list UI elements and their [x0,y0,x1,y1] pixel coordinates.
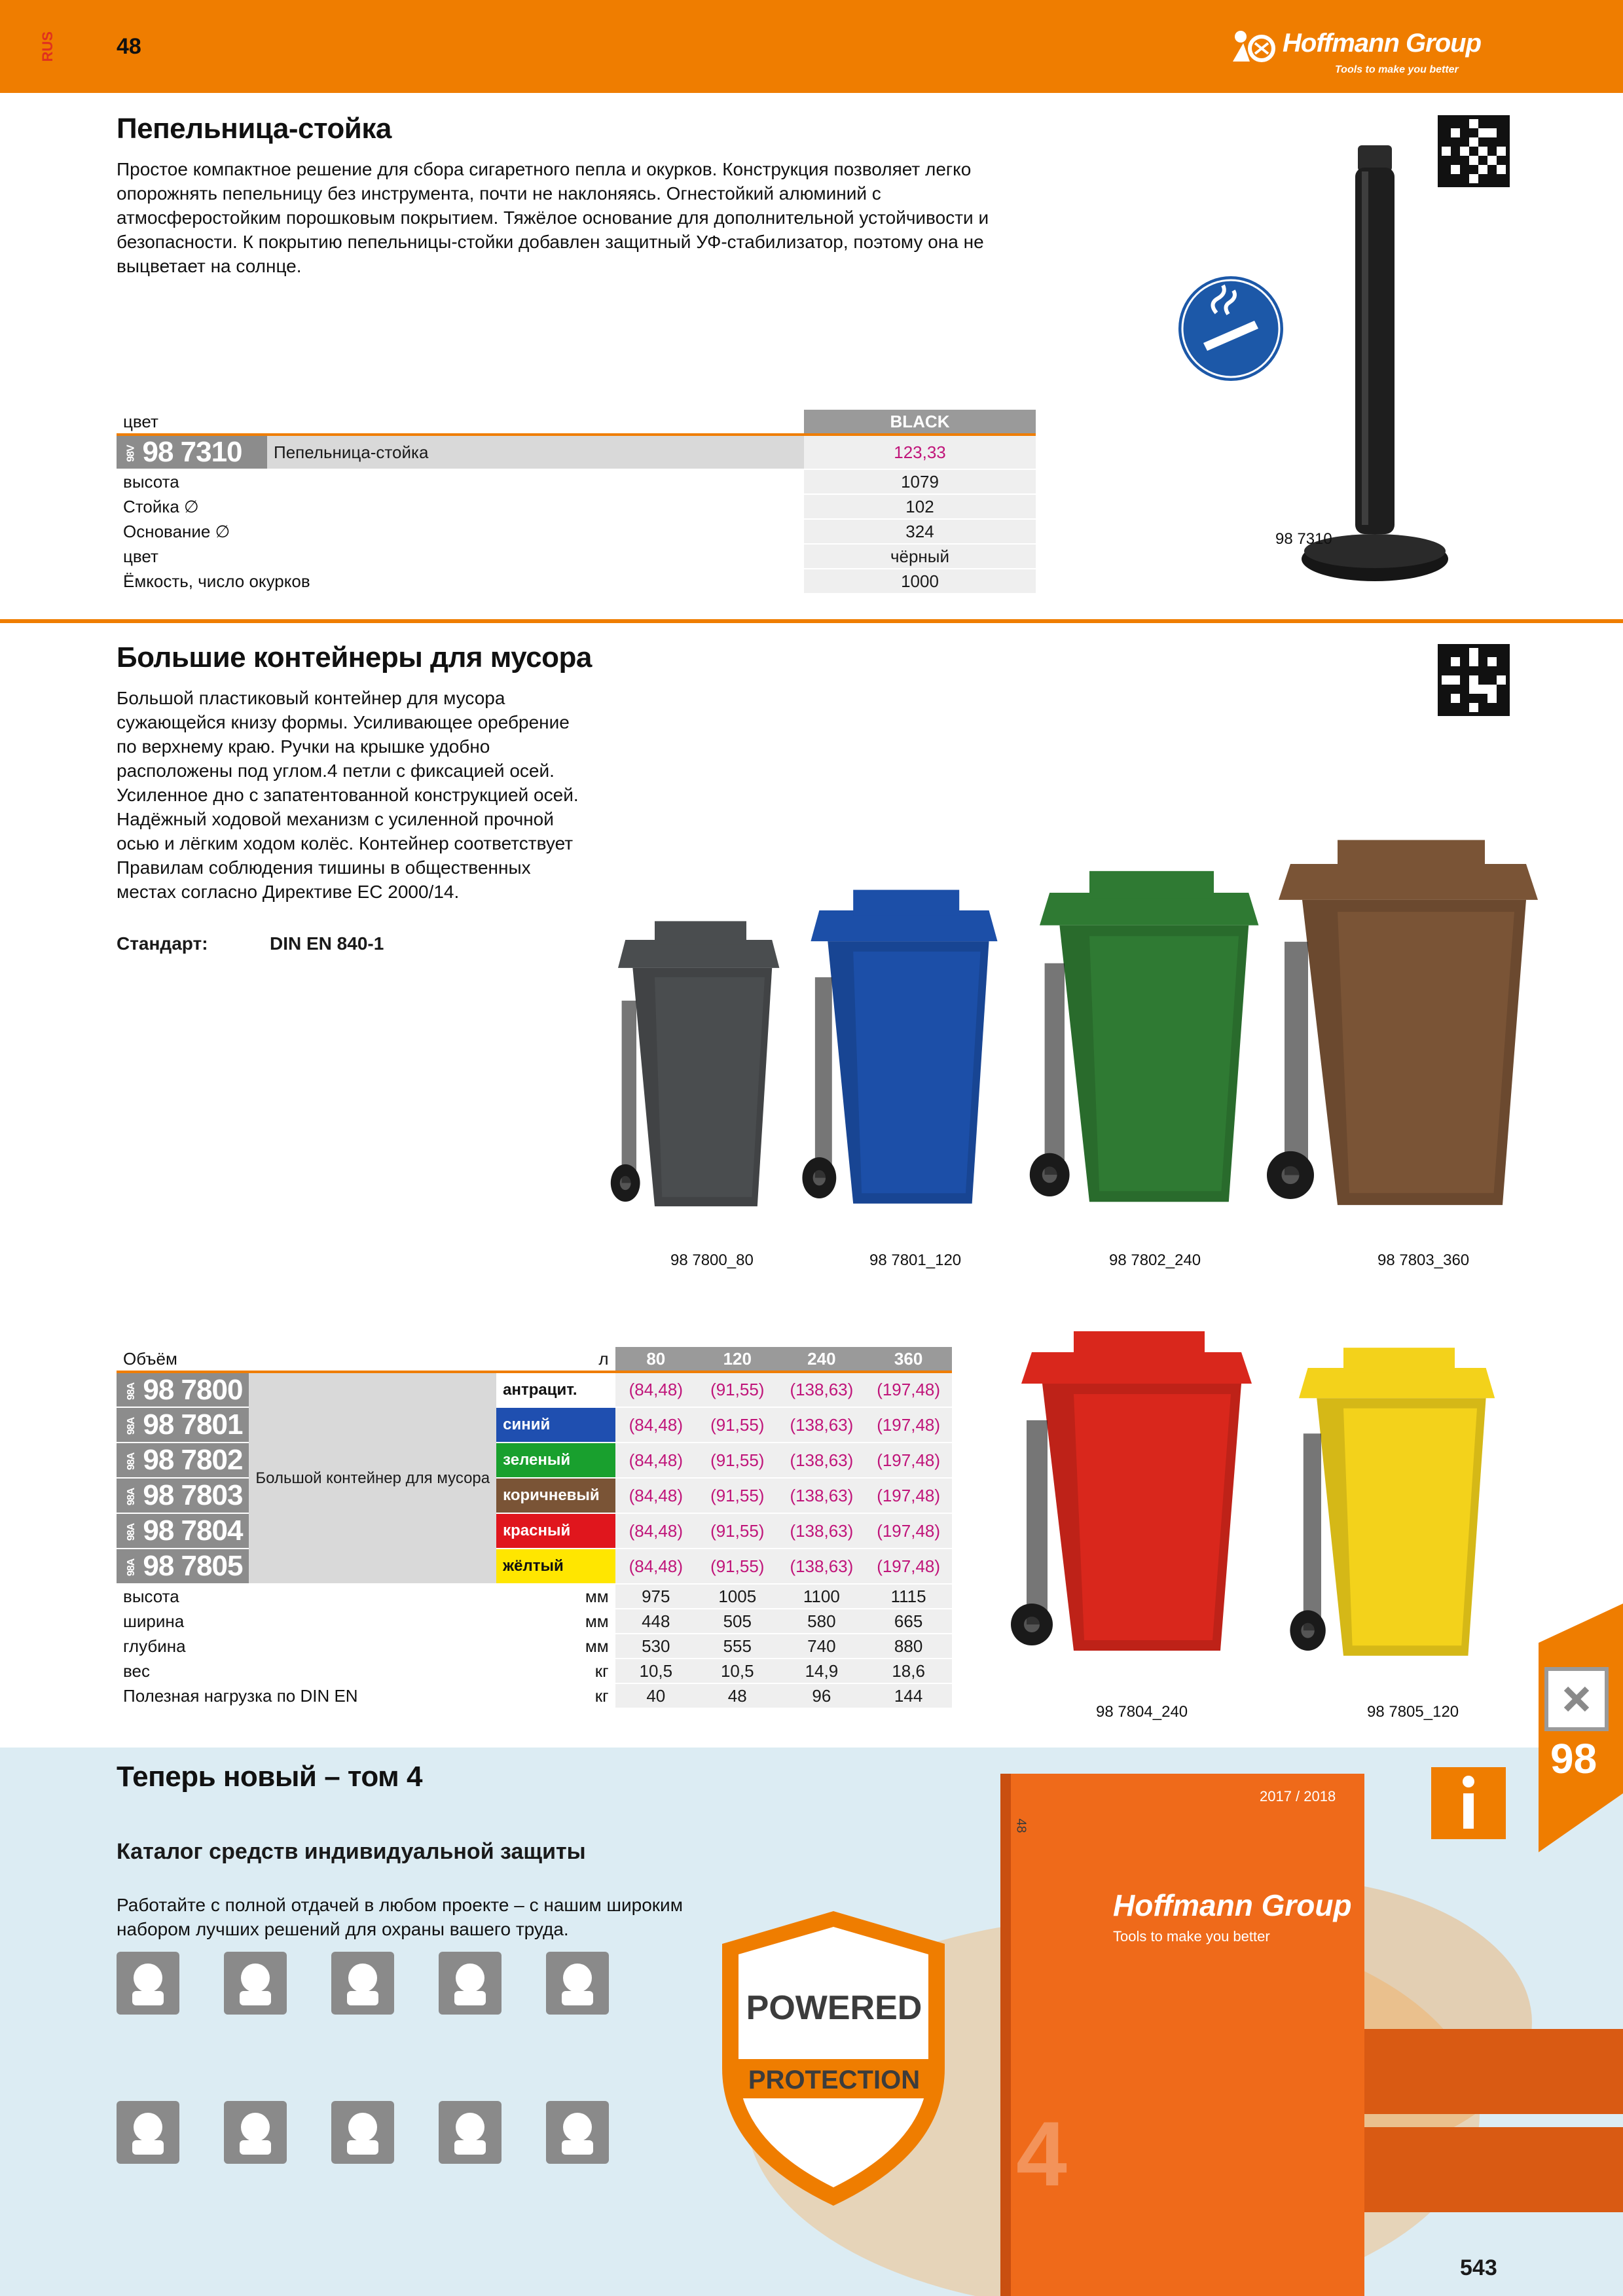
dim-value: 1115 [865,1584,952,1609]
price-cell: (84,48) [615,1372,697,1407]
dim-label: высота [117,1584,496,1609]
dim-value: 448 [615,1609,697,1634]
price-cell: (138,63) [778,1549,866,1584]
bins-spec-table [117,1347,952,1709]
dim-value: 96 [778,1683,866,1708]
bins-section-title: Большие контейнеры для мусора [117,641,592,673]
price-cell: (91,55) [697,1443,778,1478]
spec-value: чёрный [804,544,1036,569]
hoffmann-logo-icon [1230,29,1277,63]
article-name: Пепельница-стойка [267,435,804,469]
info-icon [1431,1767,1506,1839]
standard-label: Стандарт: [117,933,208,954]
spec-label: Ёмкость, число окурков [117,569,804,594]
price-cell: (197,48) [865,1549,952,1584]
gloves-icon [546,1952,609,2015]
language-code: RUS [39,31,56,62]
waste-bin-image [1277,1333,1499,1686]
article-prefix: 98A [126,1382,137,1401]
info-subtitle: Каталог средств индивидуальной защиты [117,1839,586,1864]
article-number [117,1513,249,1549]
price-cell: (84,48) [615,1513,697,1549]
price-cell: (197,48) [865,1372,952,1407]
article-number-text: 98 7803 [143,1479,243,1511]
spec-value: 1079 [804,469,1036,494]
price-cell: (91,55) [697,1513,778,1549]
color-name: красный [496,1513,615,1549]
catalog-year: 2017 / 2018 [1260,1788,1336,1804]
price-cell: (91,55) [697,1372,778,1407]
catalog-spine-number: 48 [1013,1818,1029,1833]
bin-caption: 98 7803_360 [1377,1251,1470,1269]
price-cell: (197,48) [865,1407,952,1443]
hoffmann-logo [1230,26,1505,79]
article-prefix: 98A [126,1559,137,1577]
dim-label: глубина [117,1634,496,1659]
badge-line3: PROTECTION [748,2066,921,2094]
dim-unit: мм [496,1609,615,1634]
page-number-top: 48 [117,34,141,59]
price-cell: (138,63) [778,1407,866,1443]
price-cell: (91,55) [697,1549,778,1584]
bin-caption: 98 7801_120 [869,1251,962,1269]
standard-value: DIN EN 840-1 [270,933,384,954]
dim-value: 18,6 [865,1659,952,1683]
article-number-text: 98 7800 [143,1373,243,1406]
article-prefix: 98V [125,445,137,463]
color-name: синий [496,1407,615,1443]
dim-label: Полезная нагрузка по DIN EN [117,1683,496,1708]
info-text: Работайте с полной отдачей в любом проекте – с нашим широким набором лучших решений для охраны вашего труда. [117,1895,683,1939]
article-price: 123,33 [804,435,1036,469]
article-prefix: 98A [126,1524,137,1541]
ear-protection-icon [224,1952,287,2015]
price-cell: (138,63) [778,1513,866,1549]
dim-value: 880 [865,1634,952,1659]
ashtray-section-title: Пепельница-стойка [117,113,392,145]
article-number [117,1372,249,1407]
article-number-text: 98 7805 [143,1550,243,1582]
dim-value: 555 [697,1634,778,1659]
dim-value: 40 [615,1683,697,1708]
dim-label: ширина [117,1609,496,1634]
bins-description: Большой пластиковый контейнер для мусора сужающейся книзу формы. Усиливающее оребрение по верхнему краю. Ручки на крышке удобно расположены под углом.4 петли с фиксацией осей. Усиленное дно с запатентованной конструкцией осей. Надёжный ходовой механизм с усиленной прочной осью и лёгким ходом колёс. Контейнер соответствует Правилам соблюдения тишины в общественных местах согласно Директиве ЕС 2000/14. [117,688,579,902]
dim-unit: кг [496,1683,615,1708]
dim-value: 14,9 [778,1659,866,1683]
color-name: зеленый [496,1443,615,1478]
color-name: антрацит. [496,1372,615,1407]
header-label: цвет [117,410,804,435]
dim-value: 10,5 [615,1659,697,1683]
article-prefix: 98A [126,1488,137,1506]
waste-bin-image [1015,855,1264,1234]
article-number [117,435,267,469]
dim-value: 530 [615,1634,697,1659]
hi-vis-vest-icon [224,2101,287,2164]
volume-header: 120 [697,1347,778,1372]
article-number [117,1407,249,1443]
article-number [117,1549,249,1584]
info-banner [0,1748,1623,2296]
dim-label: вес [117,1659,496,1683]
catalog-volume: 4 [1016,2102,1067,2205]
badge-line2: BY [812,2028,856,2063]
dim-value: 10,5 [697,1659,778,1683]
volume-header: 240 [778,1347,866,1372]
price-cell: (138,63) [778,1372,866,1407]
dim-value: 975 [615,1584,697,1609]
workwear-icon [117,2101,179,2164]
catalog-brand: Hoffmann Group [1113,1888,1352,1922]
respirator-mask-icon [439,1952,501,2015]
price-cell: (84,48) [615,1478,697,1513]
safety-glasses-icon [117,1952,179,2015]
group-name: Большой контейнер для мусора [249,1372,496,1584]
waste-bin-image [1249,822,1544,1241]
catalog-tagline: Tools to make you better [1113,1928,1270,1945]
volume-header: 80 [615,1347,697,1372]
close-x-icon [1562,1685,1591,1713]
dim-value: 1100 [778,1584,866,1609]
chapter-number: 98 [1550,1735,1597,1782]
spec-label: цвет [117,544,804,569]
spec-value: 102 [804,494,1036,519]
ashtray-spec-table [117,410,1036,594]
article-number [117,1443,249,1478]
bin-caption: 98 7802_240 [1109,1251,1201,1269]
article-number-text: 98 7310 [142,436,242,468]
chapter-side-tab [1539,1604,1623,1852]
ashtray-caption: 98 7310 [1275,530,1332,548]
hard-hat-icon [331,1952,394,2015]
chapter-tab-shape [1539,1604,1623,1852]
article-number [117,1478,249,1513]
page-header [0,0,1623,93]
color-name: коричневый [496,1478,615,1513]
color-name: жёлтый [496,1549,615,1584]
brand-tagline: Tools to make you better [1335,64,1459,75]
price-cell: (84,48) [615,1407,697,1443]
article-number-text: 98 7804 [143,1515,243,1547]
spec-label: Стойка ∅ [117,494,804,519]
ashtray-description: Простое компактное решение для сбора сигаретного пепла и окурков. Конструкция позволяет легко опорожнять пепельницу без инструмента, почти не наклоняясь. Огнестойкий алюминий с атмосферостойким порошковым покрытием. Тяжёлое основание для дополнительной устойчивости и безопасности. К покрытию пепельницы-стойки добавлен защитный УФ-стабилизатор, поэтому она не выцветает на солнце. [117,159,989,276]
catalog-book [1011,1774,1364,2296]
spec-value: 1000 [804,569,1036,594]
bin-caption: 98 7805_120 [1367,1703,1459,1721]
spec-label: Основание ∅ [117,519,804,544]
brand-name: Hoffmann Group [1283,29,1482,58]
price-cell: (197,48) [865,1443,952,1478]
price-cell: (197,48) [865,1513,952,1549]
first-aid-icon [546,2101,609,2164]
fall-protection-icon [439,2101,501,2164]
dim-value: 505 [697,1609,778,1634]
price-cell: (138,63) [778,1478,866,1513]
waste-bin-image [995,1316,1257,1682]
catalog-drawer-2 [1364,2127,1623,2212]
volume-unit: л [496,1347,615,1372]
safety-boot-icon [331,2101,394,2164]
dim-value: 580 [778,1609,866,1634]
price-cell: (138,63) [778,1443,866,1478]
article-number-text: 98 7801 [143,1408,243,1441]
article-prefix: 98A [126,1418,137,1435]
no-smoking-sign-icon [1177,275,1285,382]
badge-line1: POWERED [746,1989,922,2027]
price-cell: (84,48) [615,1549,697,1584]
page-number-bottom: 543 [1460,2255,1497,2280]
article-number-text: 98 7802 [143,1444,243,1476]
waste-bin-image [790,874,1002,1234]
price-cell: (91,55) [697,1478,778,1513]
dim-unit: мм [496,1634,615,1659]
waste-bin-image [600,907,783,1234]
spec-label: высота [117,469,804,494]
price-cell: (197,48) [865,1478,952,1513]
dim-value: 48 [697,1683,778,1708]
article-prefix: 98A [126,1453,137,1471]
qr-code-2 [1438,644,1510,716]
bin-caption: 98 7800_80 [670,1251,754,1269]
dim-value: 144 [865,1683,952,1708]
price-cell: (84,48) [615,1443,697,1478]
price-cell: (91,55) [697,1407,778,1443]
dim-value: 1005 [697,1584,778,1609]
spec-value: 324 [804,519,1036,544]
volume-header: 360 [865,1347,952,1372]
volume-label: Объём [117,1347,496,1372]
dim-unit: мм [496,1584,615,1609]
dim-unit: кг [496,1659,615,1683]
dim-value: 740 [778,1634,866,1659]
bin-caption: 98 7804_240 [1096,1703,1188,1721]
info-title: Теперь новый – том 4 [117,1761,422,1793]
dim-value: 665 [865,1609,952,1634]
catalog-drawer-1 [1364,2029,1623,2114]
color-header: BLACK [804,410,1036,435]
section-divider [0,619,1623,623]
